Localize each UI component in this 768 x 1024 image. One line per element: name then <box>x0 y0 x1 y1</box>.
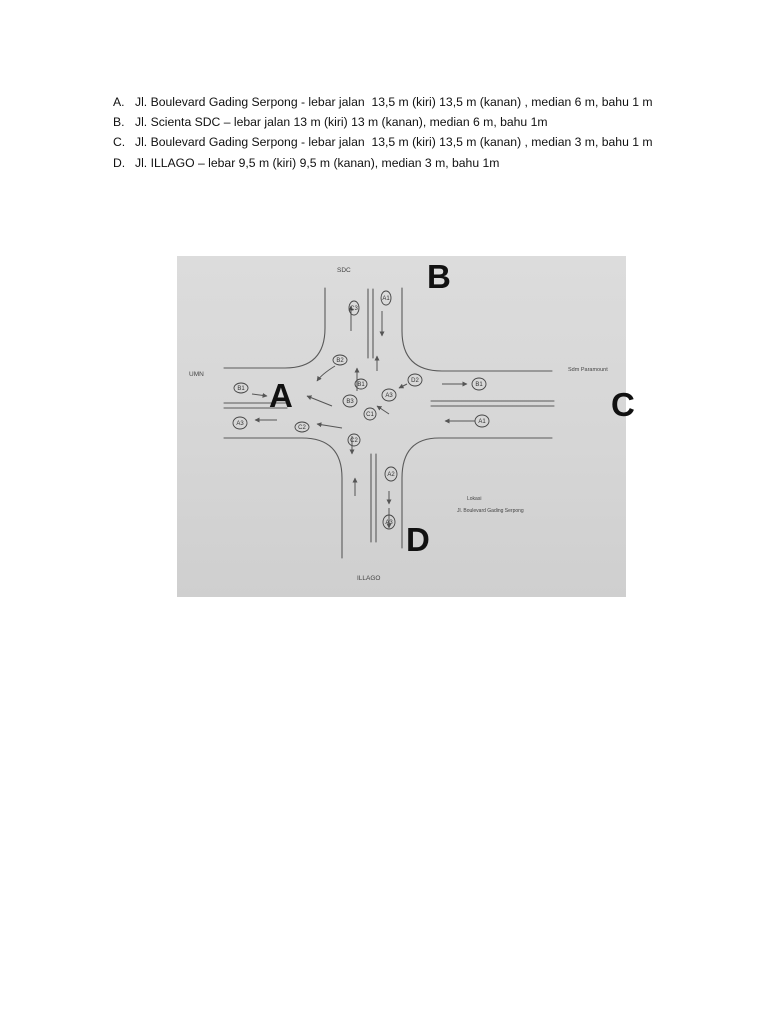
movement-label-c2-west: C2 <box>298 425 306 431</box>
median-south <box>371 454 376 542</box>
list-item-a <box>113 92 733 112</box>
movement-label-d2: D2 <box>411 378 419 384</box>
road-description-list <box>113 92 733 173</box>
list-text: Jl. Boulevard Gading Serpong - lebar jalan 13,5 m (kiri) 13,5 m (kanan) , median 6 m, bahu 1 m <box>135 95 653 109</box>
intersection-sketch-photo <box>177 256 626 597</box>
movement-label-b1-west: B1 <box>237 386 245 392</box>
road-edge-ne <box>402 288 552 371</box>
approach-label-b: B <box>427 258 451 295</box>
list-text: Jl. ILLAGO – lebar 9,5 m (kiri) 9,5 m (kanan), median 3 m, bahu 1m <box>135 155 500 170</box>
road-name-southeast-line1: Lokasi <box>467 496 482 502</box>
arrow-c2-west <box>317 424 342 428</box>
approach-label-c: C <box>611 386 635 423</box>
list-marker: C. <box>113 135 126 150</box>
median-east <box>431 401 554 406</box>
movement-label-b2: B2 <box>336 358 344 364</box>
approach-label-d: D <box>406 521 430 558</box>
road-name-southeast-line2: Jl. Boulevard Gading Serpong <box>457 508 524 514</box>
movement-label-b3: B3 <box>346 399 354 405</box>
road-edge-nw <box>224 288 325 368</box>
list-marker: D. <box>113 155 126 170</box>
arrow-d2 <box>399 384 407 388</box>
road-name-west: UMN <box>189 371 204 378</box>
movement-label-b1-east: B1 <box>475 382 483 388</box>
list-marker: B. <box>113 115 125 130</box>
road-name-north: SDC <box>337 267 351 274</box>
arrow-c1 <box>377 406 389 414</box>
movement-label-b1-center: B1 <box>357 382 365 388</box>
list-item-c <box>113 132 733 152</box>
list-item-d <box>113 153 733 173</box>
list-item-b <box>113 112 733 132</box>
movement-label-a2: A2 <box>387 472 395 478</box>
arrow-b2 <box>317 366 335 381</box>
movement-label-c2-center: C2 <box>350 438 358 444</box>
list-marker: A. <box>113 95 125 109</box>
list-text: Jl. Boulevard Gading Serpong - lebar jalan 13,5 m (kiri) 13,5 m (kanan) , median 3 m, bahu 1 m <box>135 135 653 150</box>
movement-label-a3-south: A3 <box>385 520 393 526</box>
arrow-b1-west <box>252 394 267 396</box>
approach-label-a: A <box>269 377 293 414</box>
arrow-b3 <box>307 396 332 406</box>
median-north <box>368 289 373 358</box>
road-name-east: Sdm Paramount <box>568 367 608 373</box>
road-name-south: ILLAGO <box>357 575 381 582</box>
movement-label-c3: C3 <box>350 306 358 312</box>
movement-label-a3-west: A3 <box>236 421 244 427</box>
intersection-sketch <box>177 256 626 597</box>
movement-label-a3-center: A3 <box>385 393 393 399</box>
movement-label-a1-top: A1 <box>382 296 390 302</box>
list-text: Jl. Scienta SDC – lebar jalan 13 m (kiri) 13 m (kanan), median 6 m, bahu 1m <box>135 115 548 130</box>
movement-label-a1-east: A1 <box>478 419 486 425</box>
movement-label-c1: C1 <box>366 412 374 418</box>
road-edge-sw <box>224 438 342 558</box>
